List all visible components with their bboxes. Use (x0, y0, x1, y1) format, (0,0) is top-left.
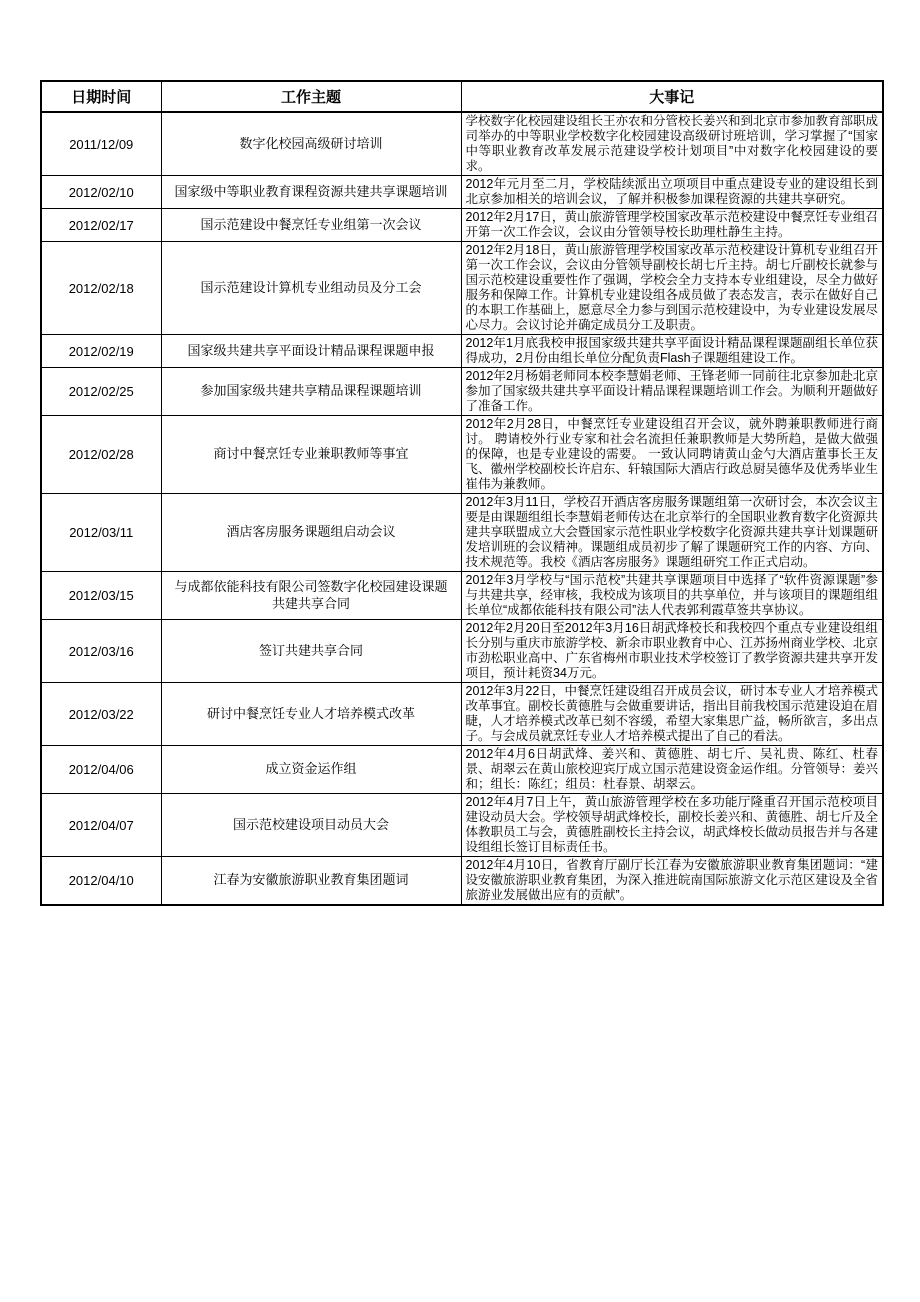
header-topic: 工作主题 (161, 81, 461, 112)
date-cell: 2012/04/06 (41, 746, 161, 794)
event-cell: 2012年2月18日，黄山旅游管理学校国家改革示范校建设计算机专业组召开第一次工作会议，会议由分管领导副校长胡七斤主持。胡七斤副校长就参与国示范校建设重要性作了强调，学校会全力支持本专业组建设，尽全力做好服务和保障工作。计算机专业建设组各成员做了表态发言，表示在做好自己的本职工作基础上，愿意尽全力参与到国示范校建设中，为专业建设发展尽心尽力。会议讨论并确定成员分工及职责。 (461, 242, 883, 335)
table-row (41, 857, 883, 906)
topic-cell: 成立资金运作组 (161, 746, 461, 794)
events-log-table (40, 80, 884, 906)
topic-cell: 江春为安徽旅游职业教育集团题词 (161, 857, 461, 906)
table-row (41, 746, 883, 794)
table-row (41, 242, 883, 335)
event-cell: 2012年2月20日至2012年3月16日胡武烽校长和我校四个重点专业建设组组长分别与重庆市旅游学校、新余市职业教育中心、江苏扬州商业学校、北京市劲松职业高中、广东省梅州市职业技术学校签订了教学资源共建共享开发项目，预计耗资34万元。 (461, 620, 883, 683)
event-cell: 学校数字化校园建设组长王亦农和分管校长姜兴和到北京市参加教育部职成司举办的中等职业学校数字化校园建设高级研讨班培训，学习掌握了“国家中等职业教育改革发展示范建设学校计划项目”中对数字化校园建设的要求。 (461, 112, 883, 176)
table-header (41, 81, 883, 112)
table-body (41, 112, 883, 905)
date-cell: 2012/02/17 (41, 209, 161, 242)
date-cell: 2012/03/16 (41, 620, 161, 683)
topic-cell: 国家级中等职业教育课程资源共建共享课题培训 (161, 176, 461, 209)
table-row (41, 494, 883, 572)
event-cell: 2012年2月17日，黄山旅游管理学校国家改革示范校建设中餐烹饪专业组召开第一次工作会议，会议由分管领导校长助理杜静生主持。 (461, 209, 883, 242)
event-cell: 2012年1月底我校申报国家级共建共享平面设计精品课程课题副组长单位获得成功，2月份由组长单位分配负责Flash子课题组建设工作。 (461, 335, 883, 368)
event-cell: 2012年3月学校与“国示范校”共建共享课题项目中选择了“软件资源课题”参与共建共享，经审核，我校成为该项目的共享单位，并与该项目的课题组组长单位“成都依能科技有限公司”法人代表郭利霞草签共享协议。 (461, 572, 883, 620)
table-row (41, 368, 883, 416)
event-cell: 2012年2月杨娟老师同本校李慧娟老师、王锋老师一同前往北京参加赴北京参加了国家级共建共享平面设计精品课程课题培训工作会。为顺利开题做好了准备工作。 (461, 368, 883, 416)
topic-cell: 国示范建设计算机专业组动员及分工会 (161, 242, 461, 335)
table-row (41, 683, 883, 746)
topic-cell: 国家级共建共享平面设计精品课程课题申报 (161, 335, 461, 368)
date-cell: 2012/03/11 (41, 494, 161, 572)
header-events: 大事记 (461, 81, 883, 112)
date-cell: 2012/03/22 (41, 683, 161, 746)
topic-cell: 参加国家级共建共享精品课程课题培训 (161, 368, 461, 416)
topic-cell: 与成都依能科技有限公司签数字化校园建设课题共建共享合同 (161, 572, 461, 620)
table-row (41, 572, 883, 620)
table-row (41, 176, 883, 209)
table-row (41, 620, 883, 683)
date-cell: 2012/02/10 (41, 176, 161, 209)
date-cell: 2012/04/10 (41, 857, 161, 906)
table-row (41, 112, 883, 176)
date-cell: 2012/02/18 (41, 242, 161, 335)
table-row (41, 209, 883, 242)
event-cell: 2012年4月7日上午，黄山旅游管理学校在多功能厅隆重召开国示范校项目建设动员大会。学校领导胡武烽校长，副校长姜兴和、黄德胜、胡七斤及全体教职员工与会，黄德胜副校长主持会议，胡武烽校长做动员报告并与各建设组组长签订目标责任书。 (461, 794, 883, 857)
topic-cell: 数字化校园高级研讨培训 (161, 112, 461, 176)
date-cell: 2011/12/09 (41, 112, 161, 176)
event-cell: 2012年元月至二月，学校陆续派出立项项目中重点建设专业的建设组长到北京参加相关的培训会议，了解并积极参加课程资源的共建共享研究。 (461, 176, 883, 209)
date-cell: 2012/02/28 (41, 416, 161, 494)
table-row (41, 416, 883, 494)
topic-cell: 国示范校建设项目动员大会 (161, 794, 461, 857)
topic-cell: 商讨中餐烹饪专业兼职教师等事宜 (161, 416, 461, 494)
topic-cell: 研讨中餐烹饪专业人才培养模式改革 (161, 683, 461, 746)
event-cell: 2012年3月11日，学校召开酒店客房服务课题组第一次研讨会，本次会议主要是由课题组组长李慧娟老师传达在北京举行的全国职业教育数字化资源共建共享联盟成立大会暨国家示范性职业学校数字化资源共建共享计划课题研发培训班的会议精神。课题组成员初步了解了课题研究工作的内容、方向、技术规范等。我校《酒店客房服务》课题组研究工作正式启动。 (461, 494, 883, 572)
topic-cell: 国示范建设中餐烹饪专业组第一次会议 (161, 209, 461, 242)
header-date: 日期时间 (41, 81, 161, 112)
event-cell: 2012年2月28日，中餐烹饪专业建设组召开会议，就外聘兼职教师进行商讨。 聘请校外行业专家和社会名流担任兼职教师是大势所趋，是做大做强的保障，也是专业建设的需要。 一致认同聘请黄山金勺大酒店董事长王友飞、徽州学校副校长许启东、轩辕国际大酒店行政总厨吴德华及优秀毕业生崔伟为兼教师。 (461, 416, 883, 494)
topic-cell: 酒店客房服务课题组启动会议 (161, 494, 461, 572)
event-cell: 2012年4月10日，省教育厅副厅长江春为安徽旅游职业教育集团题词：“建设安徽旅游职业教育集团，为深入推进皖南国际旅游文化示范区建设及全省旅游业发展做出应有的贡献”。 (461, 857, 883, 906)
table-row (41, 335, 883, 368)
topic-cell: 签订共建共享合同 (161, 620, 461, 683)
header-row (41, 81, 883, 112)
event-cell: 2012年3月22日，中餐烹饪建设组召开成员会议，研讨本专业人才培养模式改革事宜。副校长黄德胜与会做重要讲话，指出目前我校国示范建设迫在眉睫，人才培养模式改革已刻不容缓，希望大家集思广益，畅所欲言，多出点子。与会成员就烹饪专业人才培养模式提出了自己的看法。 (461, 683, 883, 746)
event-cell: 2012年4月6日胡武烽、姜兴和、黄德胜、胡七斤、吴礼贵、陈红、杜春景、胡翠云在黄山旅校迎宾厅成立国示范建设资金运作组。分管领导：姜兴和；组长：陈红；组员：杜春景、胡翠云。 (461, 746, 883, 794)
date-cell: 2012/02/19 (41, 335, 161, 368)
date-cell: 2012/02/25 (41, 368, 161, 416)
date-cell: 2012/04/07 (41, 794, 161, 857)
date-cell: 2012/03/15 (41, 572, 161, 620)
table-row (41, 794, 883, 857)
